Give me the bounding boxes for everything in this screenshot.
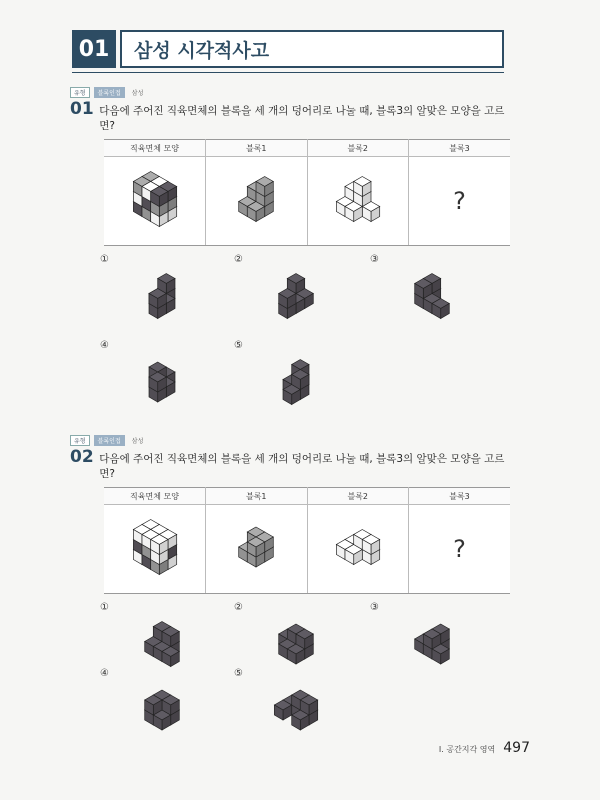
cuboid-shape-image xyxy=(110,161,200,237)
category-tag: 블록인접 xyxy=(94,435,125,446)
choice-shape-image xyxy=(112,258,212,334)
choice-shape-image xyxy=(246,344,346,420)
choice-shape-image xyxy=(382,258,482,334)
page-footer xyxy=(439,740,530,756)
block2-shape-image xyxy=(313,509,403,585)
choice-number: ④ xyxy=(100,668,109,679)
choice-number: ⑤ xyxy=(234,340,243,351)
type-tag: 유형 xyxy=(70,87,90,98)
header-rule xyxy=(72,72,504,73)
header-block1: 블록1 xyxy=(206,488,308,505)
block1-shape-image xyxy=(211,509,301,585)
header-cuboid: 직육면체 모양 xyxy=(104,488,206,505)
choice-shape-image xyxy=(382,606,482,682)
block3-figure xyxy=(409,157,511,246)
block1-figure xyxy=(206,505,308,594)
choice-shape-image xyxy=(246,258,346,334)
block2-shape-image xyxy=(313,161,403,237)
block-table xyxy=(104,139,510,246)
company-label: 삼성 xyxy=(131,438,144,445)
header-block2: 블록2 xyxy=(307,140,409,157)
choice-number: ② xyxy=(234,254,243,265)
type-tag: 유형 xyxy=(70,435,90,446)
block2-figure xyxy=(307,157,409,246)
block2-figure xyxy=(307,505,409,594)
chapter-label: Ⅰ. 공간지각 영역 xyxy=(438,745,496,754)
choice-number: ④ xyxy=(100,340,109,351)
choice-number: ③ xyxy=(370,254,379,265)
question-text: 다음에 주어진 직육면체의 블록을 세 개의 덩어리로 나눌 때, 블록3의 알맞은 모양을 고르면? xyxy=(99,453,505,480)
choice-number: ② xyxy=(234,602,243,613)
choice-1[interactable] xyxy=(100,254,230,334)
header-block3: 블록3 xyxy=(409,140,511,157)
choice-3[interactable] xyxy=(370,602,500,682)
header-block2: 블록2 xyxy=(307,488,409,505)
choice-number: ① xyxy=(100,254,109,265)
question-text: 다음에 주어진 직육면체의 블록을 세 개의 덩어리로 나눌 때, 블록3의 알맞은 모양을 고르면? xyxy=(99,105,505,132)
header-cuboid: 직육면체 모양 xyxy=(104,140,206,157)
problem-number: 01 xyxy=(70,99,94,119)
choice-4[interactable] xyxy=(100,340,230,420)
category-tag: 블록인접 xyxy=(94,87,125,98)
choice-3[interactable] xyxy=(370,254,500,334)
choice-shape-image xyxy=(112,672,212,748)
problem-1 xyxy=(70,88,510,444)
header-block3: 블록3 xyxy=(409,488,511,505)
choice-5[interactable] xyxy=(234,668,364,748)
section-header xyxy=(72,30,504,68)
block1-shape-image xyxy=(211,161,301,237)
company-label: 삼성 xyxy=(131,90,144,97)
cuboid-shape-image xyxy=(110,509,200,585)
header-block1: 블록1 xyxy=(206,140,308,157)
cuboid-figure xyxy=(104,505,206,594)
choice-number: ③ xyxy=(370,602,379,613)
choice-shape-image xyxy=(112,344,212,420)
block-table xyxy=(104,487,510,594)
problem-number: 02 xyxy=(70,447,94,467)
choice-5[interactable] xyxy=(234,340,364,420)
problem-2 xyxy=(70,436,510,792)
answer-choices xyxy=(100,254,510,444)
choice-shape-image xyxy=(246,672,346,748)
choice-number: ⑤ xyxy=(234,668,243,679)
choice-4[interactable] xyxy=(100,668,230,748)
block1-figure xyxy=(206,157,308,246)
unknown-block-mark: ? xyxy=(453,535,466,563)
answer-choices xyxy=(100,602,510,792)
cuboid-figure xyxy=(104,157,206,246)
choice-2[interactable] xyxy=(234,254,364,334)
section-title: 삼성 시각적사고 xyxy=(120,30,504,68)
unknown-block-mark: ? xyxy=(453,187,466,215)
problem-meta xyxy=(70,436,510,445)
page-number: 497 xyxy=(503,740,530,756)
choice-number: ① xyxy=(100,602,109,613)
section-number: 01 xyxy=(72,30,116,68)
problem-meta xyxy=(70,88,510,97)
block3-figure xyxy=(409,505,511,594)
